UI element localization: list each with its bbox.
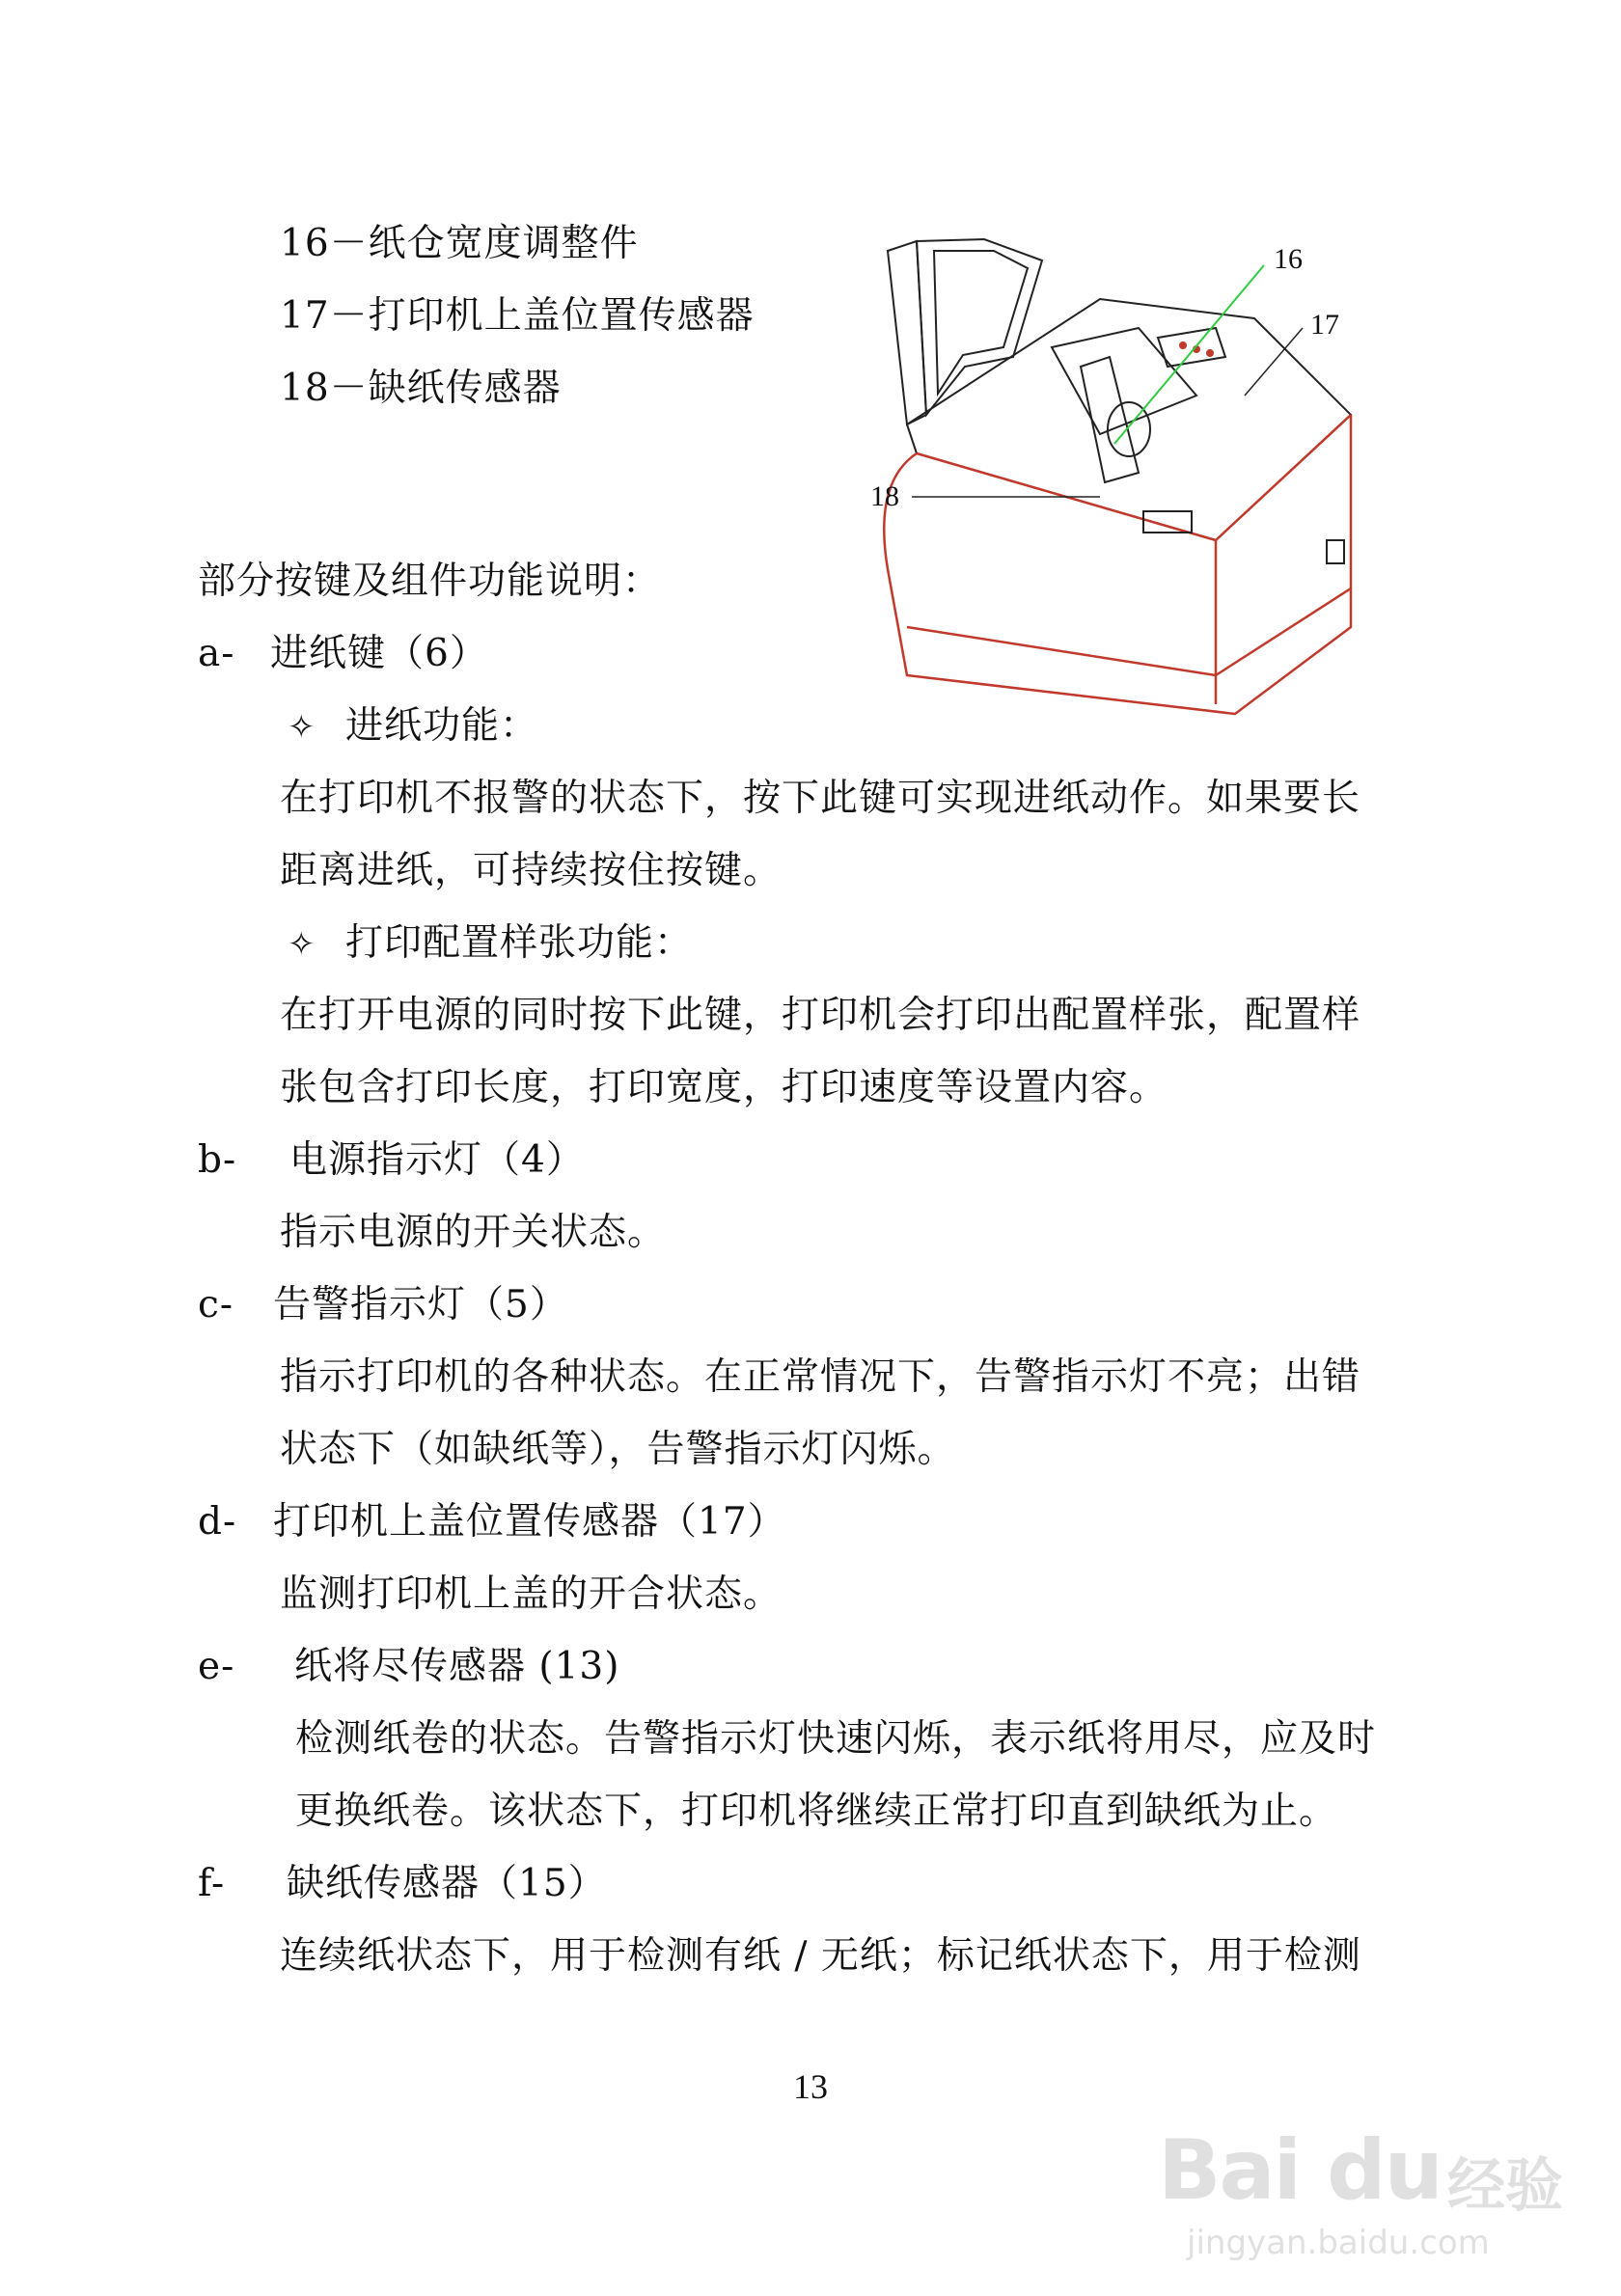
item-a-heading — [198, 630, 488, 678]
item-title: 告警指示灯（5） — [273, 1283, 568, 1326]
item-prefix: a- — [198, 632, 235, 675]
legend-text: －打印机上盖位置传感器 — [329, 294, 755, 338]
item-prefix: f- — [198, 1862, 226, 1905]
item-prefix: d- — [198, 1500, 237, 1544]
item-c-body-1: 指示打印机的各种状态。在正常情况下，告警指示灯不亮；出错 — [280, 1355, 1361, 1399]
item-prefix: c- — [198, 1283, 234, 1326]
item-c-heading — [198, 1281, 568, 1329]
item-prefix: e- — [198, 1645, 235, 1688]
item-e-body-1: 检测纸卷的状态。告警指示灯快速闪烁，表示纸将用尽，应及时 — [295, 1717, 1377, 1761]
callout-16: 16 — [1274, 243, 1303, 275]
item-title: 打印机上盖位置传感器（17） — [273, 1500, 786, 1544]
legend-text: －纸仓宽度调整件 — [329, 222, 639, 265]
watermark-logo: Bai du — [1158, 2122, 1442, 2219]
legend-number: 17 — [280, 294, 330, 338]
printer-illustration — [849, 222, 1370, 733]
item-title: 进纸键（6） — [270, 632, 488, 675]
item-a-sub1-body-1: 在打印机不报警的状态下，按下此键可实现进纸动作。如果要长 — [280, 777, 1361, 820]
watermark-url: jingyan.baidu.com — [1187, 2224, 1490, 2262]
item-a-sub2-heading — [288, 919, 693, 969]
legend-number: 16 — [280, 222, 330, 265]
item-d-body-1: 监测打印机上盖的开合状态。 — [280, 1572, 783, 1616]
legend-number: 18 — [280, 367, 330, 410]
item-e-body-2: 更换纸卷。该状态下，打印机将继续正常打印直到缺纸为止。 — [295, 1790, 1338, 1833]
page-number: 13 — [793, 2067, 828, 2106]
baidu-watermark — [1158, 2122, 1563, 2267]
item-title: 电源指示灯（4） — [289, 1138, 585, 1182]
item-title: 缺纸传感器（15） — [287, 1862, 607, 1905]
item-e-heading — [198, 1643, 619, 1691]
item-a-sub1-body-2: 距离进纸，可持续按住按键。 — [280, 849, 783, 892]
item-f-heading — [198, 1860, 607, 1908]
item-a-sub2-body-1: 在打开电源的同时按下此键，打印机会打印出配置样张，配置样 — [280, 994, 1361, 1037]
diamond-bullet-icon: ✧ — [288, 708, 316, 747]
watermark-cn: 经验 — [1447, 2152, 1563, 2220]
callout-17: 17 — [1310, 309, 1339, 341]
callout-18: 18 — [870, 480, 899, 512]
item-f-body-1: 连续纸状态下，用于检测有纸 / 无纸；标记纸状态下，用于检测 — [280, 1934, 1361, 1978]
legend-item-17 — [280, 292, 755, 341]
diamond-bullet-icon: ✧ — [288, 925, 316, 964]
item-prefix: b- — [198, 1138, 237, 1182]
printer-drawing — [849, 222, 1370, 733]
legend-item-16 — [280, 220, 639, 268]
legend-item-18 — [280, 365, 562, 413]
item-d-heading — [198, 1498, 786, 1546]
item-c-body-2: 状态下（如缺纸等），告警指示灯闪烁。 — [280, 1428, 956, 1471]
item-a-sub2-body-2: 张包含打印长度，打印宽度，打印速度等设置内容。 — [280, 1066, 1168, 1109]
item-a-sub1-heading — [288, 702, 538, 752]
sub-title: 进纸功能： — [345, 704, 539, 748]
item-title: 纸将尽传感器 (13) — [294, 1645, 620, 1688]
item-b-heading — [198, 1136, 585, 1185]
section-title: 部分按键及组件功能说明： — [198, 560, 662, 603]
item-b-body-1: 指示电源的开关状态。 — [280, 1211, 667, 1254]
sub-title: 打印配置样张功能： — [345, 921, 694, 965]
legend-text: －缺纸传感器 — [329, 367, 562, 410]
